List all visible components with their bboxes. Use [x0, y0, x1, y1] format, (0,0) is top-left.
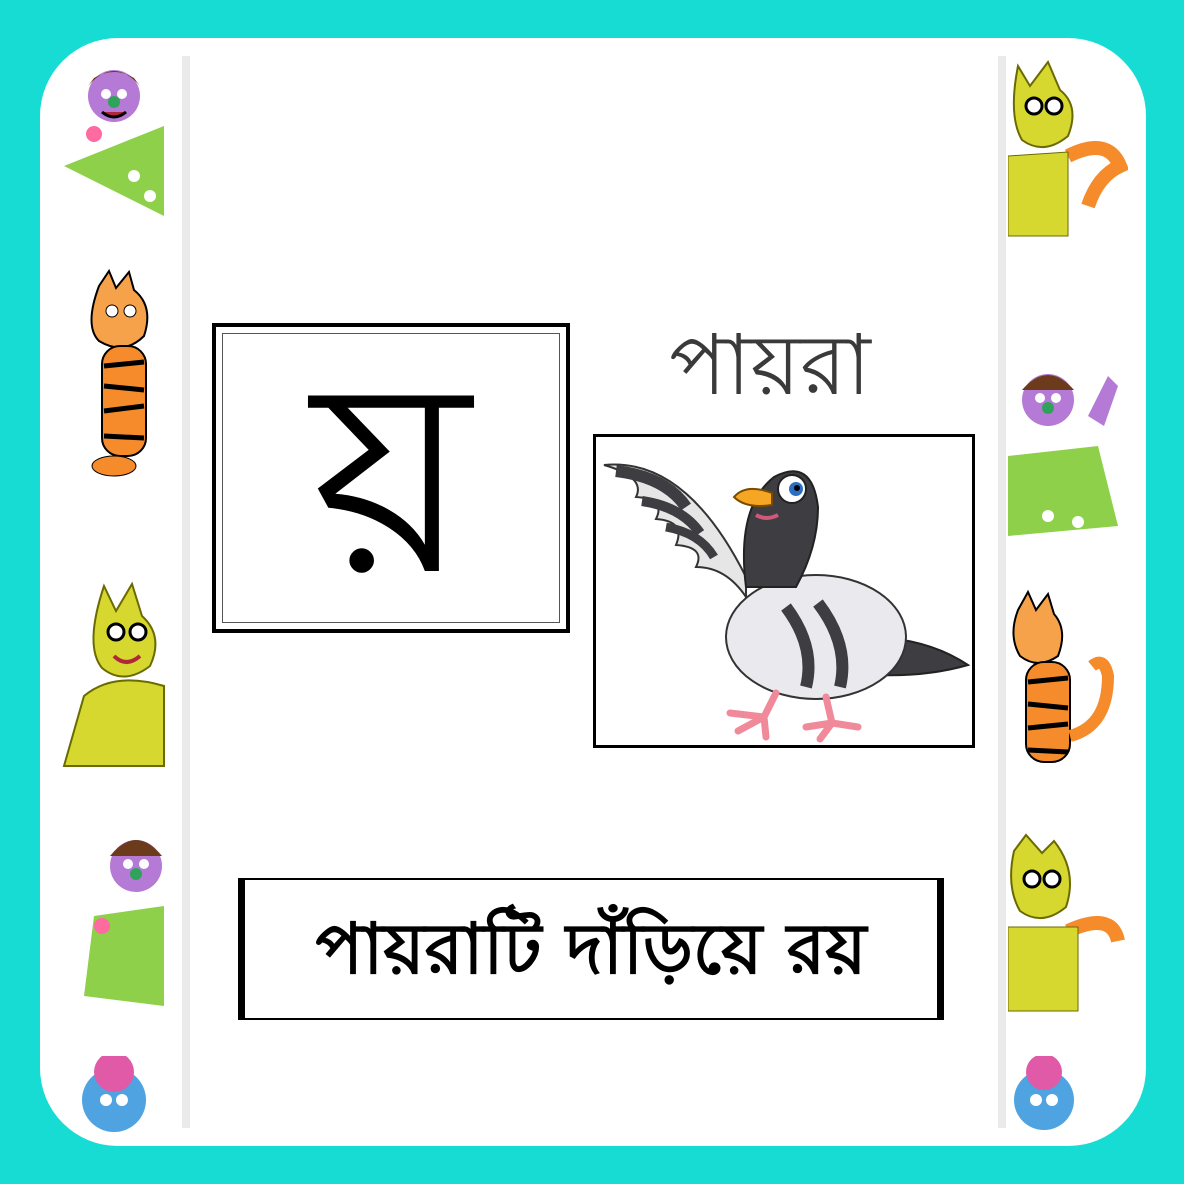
- letter-card: [212, 320, 570, 635]
- tiger-character-icon: [54, 266, 174, 496]
- blue-monster-character-icon: [54, 1056, 174, 1136]
- pigeon-icon: [596, 437, 972, 745]
- left-character-strip: [54, 56, 174, 1128]
- yellow-cat-character-icon: [1008, 831, 1128, 1021]
- girl-character-icon: [1008, 356, 1128, 546]
- sentence-card: [238, 878, 944, 1020]
- sentence-text: পায়রাটি দাঁড়িয়ে রয়: [315, 908, 867, 990]
- bengali-letter: য়: [311, 320, 471, 635]
- girl-character-icon: [54, 56, 174, 226]
- tiger-character-icon: [1008, 586, 1128, 786]
- yellow-cat-character-icon: [54, 576, 174, 776]
- girl-character-icon: [54, 816, 174, 1016]
- word-label: পায়রা: [669, 316, 871, 414]
- pigeon-image-frame: [593, 434, 975, 748]
- yellow-cat-character-icon: [1008, 56, 1128, 246]
- blue-monster-character-icon: [1008, 1056, 1128, 1136]
- lesson-card: [40, 38, 1146, 1146]
- right-character-strip: [1008, 56, 1128, 1128]
